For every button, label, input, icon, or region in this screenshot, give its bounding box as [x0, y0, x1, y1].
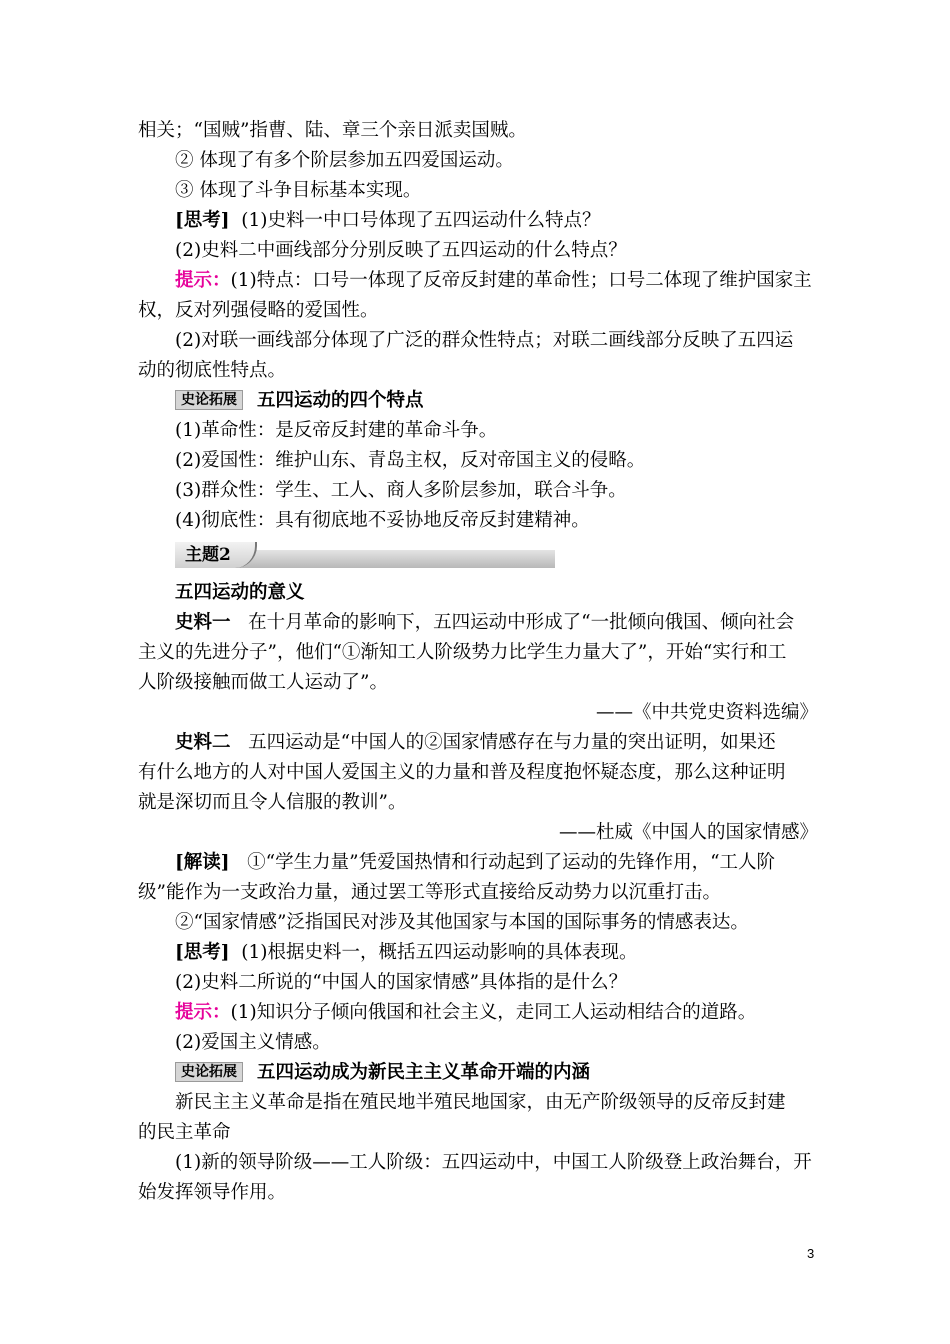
text-line: ③ 体现了斗争目标基本实现。 — [175, 180, 422, 201]
interpret-line — [138, 848, 818, 878]
think-line — [138, 206, 818, 236]
text-line: 有什么地方的人对中国人爱国主义的力量和普及程度抱怀疑态度，那么这种证明 — [138, 762, 786, 783]
citation: ——杜威《中国人的国家情感》 — [558, 822, 818, 843]
text-line: 相关；“国贼”指曹、陆、章三个亲日派卖国贼。 — [138, 120, 527, 141]
think-line — [138, 938, 818, 968]
hint-text: (1)特点：口号一体现了反帝反封建的革命性；口号二体现了维护国家主 — [230, 270, 812, 291]
text-line: (2)史料二所说的“中国人的国家情感”具体指的是什么？ — [175, 972, 628, 993]
extension-tag: 史论拓展 — [175, 1062, 243, 1082]
text-line: 的民主革命 — [138, 1122, 231, 1143]
source-text: 在十月革命的影响下，五四运动中形成了“一批倾向俄国、倾向社会 — [248, 612, 795, 633]
text-line: (2)史料二中画线部分分别反映了五四运动的什么特点？ — [175, 240, 627, 261]
section-title: 五四运动的意义 — [175, 582, 305, 603]
source-label: 史料二 — [175, 732, 231, 753]
text-line: (3)群众性：学生、工人、商人多阶层参加，联合斗争。 — [175, 480, 627, 501]
think-text: (1)史料一中口号体现了五四运动什么特点？ — [241, 210, 601, 231]
extension-title: 五四运动的四个特点 — [257, 390, 424, 411]
page-number: 3 — [807, 1246, 815, 1261]
topic-banner — [175, 542, 818, 574]
topic-label: 主题2 — [175, 542, 257, 568]
extension-title: 五四运动成为新民主主义革命开端的内涵 — [257, 1062, 591, 1083]
text-line: 主义的先进分子”，他们“①渐知工人阶级势力比学生力量大了”，开始“实行和工 — [138, 642, 787, 663]
text-line: (2)爱国主义情感。 — [175, 1032, 331, 1053]
text-line: 人阶级接触而做工人运动了”。 — [138, 672, 388, 693]
text-line: 级”能作为一支政治力量，通过罢工等形式直接给反动势力以沉重打击。 — [138, 882, 721, 903]
text-line: 始发挥领导作用。 — [138, 1182, 287, 1203]
source-line — [138, 728, 818, 758]
text-line: 权，反对列强侵略的爱国性。 — [138, 300, 379, 321]
text-line: ② 体现了有多个阶层参加五四爱国运动。 — [175, 150, 514, 171]
interpret-text: ①“学生力量”凭爱国热情和行动起到了运动的先锋作用，“工人阶 — [247, 852, 776, 873]
hint-label: 提示： — [175, 270, 231, 291]
citation: ——《中共党史资料选编》 — [595, 702, 818, 723]
think-text: (1)根据史料一，概括五四运动影响的具体表现。 — [241, 942, 638, 963]
think-label: [思考] — [175, 210, 230, 231]
hint-line — [138, 998, 818, 1028]
hint-text: (1)知识分子倾向俄国和社会主义，走同工人运动相结合的道路。 — [230, 1002, 757, 1023]
think-label: [思考] — [175, 942, 230, 963]
source-line — [138, 608, 818, 638]
text-line: (2)对联一画线部分体现了广泛的群众性特点；对联二画线部分反映了五四运 — [175, 330, 794, 351]
source-text: 五四运动是“中国人的②国家情感存在与力量的突出证明，如果还 — [248, 732, 776, 753]
text-line: (1)革命性：是反帝反封建的革命斗争。 — [175, 420, 498, 441]
text-line: (4)彻底性：具有彻底地不妥协地反帝反封建精神。 — [175, 510, 590, 531]
text-line: (2)爱国性：维护山东、青岛主权，反对帝国主义的侵略。 — [175, 450, 646, 471]
interpret-label: [解读] — [175, 852, 230, 873]
text-line: (1)新的领导阶级——工人阶级：五四运动中，中国工人阶级登上政治舞台，开 — [175, 1152, 812, 1173]
source-label: 史料一 — [175, 612, 231, 633]
extension-tag: 史论拓展 — [175, 390, 243, 410]
text-line: ②“国家情感”泛指国民对涉及其他国家与本国的国际事务的情感表达。 — [175, 912, 749, 933]
text-line: 动的彻底性特点。 — [138, 360, 287, 381]
extension-heading — [138, 1058, 818, 1088]
hint-label: 提示： — [175, 1002, 231, 1023]
hint-line — [138, 266, 818, 296]
page-content — [138, 116, 818, 1208]
extension-heading — [138, 386, 818, 416]
text-line: 新民主主义革命是指在殖民地半殖民地国家，由无产阶级领导的反帝反封建 — [175, 1092, 786, 1113]
text-line: 就是深切而且令人信服的教训”。 — [138, 792, 407, 813]
